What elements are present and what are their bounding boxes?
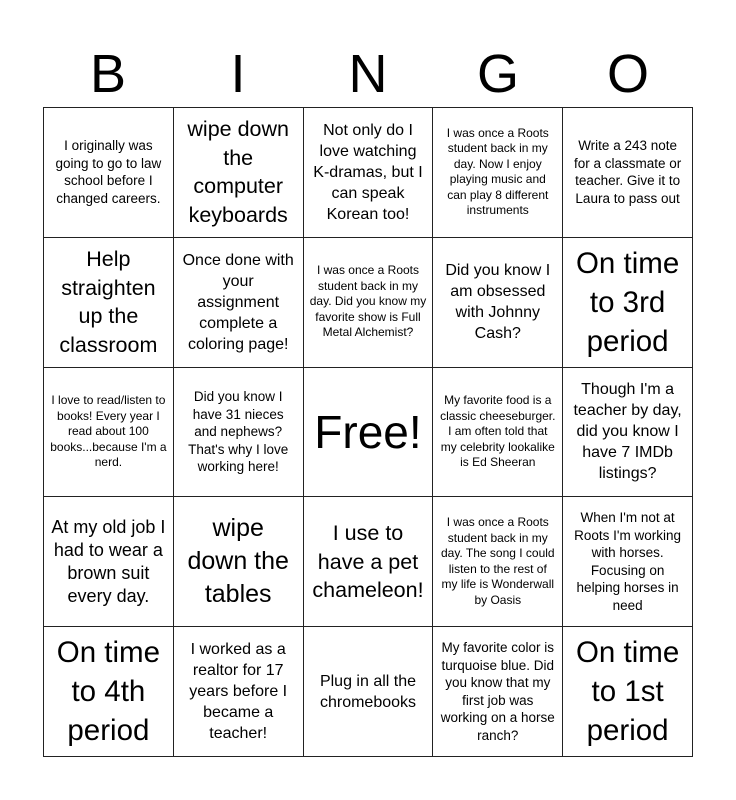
bingo-cell-r3-c4[interactable]: My favorite food is a classic cheeseburger. I am often told that my celebrity lookalike is Ed Sheeran	[433, 368, 563, 498]
bingo-cell-r4-c4[interactable]: I was once a Roots student back in my day. The song I could listen to the rest of my life is Wonderwall by Oasis	[433, 497, 563, 627]
bingo-cell-r2-c4[interactable]: Did you know I am obsessed with Johnny Cash?	[433, 238, 563, 368]
bingo-cell-r5-c1[interactable]: On time to 4th period	[44, 627, 174, 757]
bingo-cell-r3-c2[interactable]: Did you know I have 31 nieces and nephews? That's why I love working here!	[174, 368, 304, 498]
bingo-cell-r2-c3[interactable]: I was once a Roots student back in my day. Did you know my favorite show is Full Metal Alchemist?	[304, 238, 434, 368]
header-letter-o: O	[606, 44, 649, 104]
bingo-cell-r1-c2[interactable]: wipe down the computer keyboards	[174, 108, 304, 238]
bingo-header	[43, 40, 693, 108]
bingo-cell-r1-c1[interactable]: I originally was going to go to law school before I changed careers.	[44, 108, 174, 238]
bingo-cell-r5-c3[interactable]: Plug in all the chromebooks	[304, 627, 434, 757]
bingo-cell-r2-c2[interactable]: Once done with your assignment complete a coloring page!	[174, 238, 304, 368]
bingo-cell-r1-c3[interactable]: Not only do I love watching K-dramas, but I can speak Korean too!	[304, 108, 434, 238]
header-letter-b: B	[89, 44, 127, 104]
bingo-cell-r3-c1[interactable]: I love to read/listen to books! Every year I read about 100 books...because I'm a nerd.	[44, 368, 174, 498]
bingo-cell-r1-c5[interactable]: Write a 243 note for a classmate or teacher. Give it to Laura to pass out	[563, 108, 693, 238]
header-letter-i: I	[230, 44, 246, 104]
bingo-grid	[43, 107, 693, 757]
header-letter-g: G	[476, 44, 519, 104]
bingo-cell-free[interactable]: Free!	[304, 368, 434, 498]
bingo-cell-r5-c5[interactable]: On time to 1st period	[563, 627, 693, 757]
bingo-cell-r2-c5[interactable]: On time to 3rd period	[563, 238, 693, 368]
bingo-cell-r4-c5[interactable]: When I'm not at Roots I'm working with horses. Focusing on helping horses in need	[563, 497, 693, 627]
bingo-cell-r3-c5[interactable]: Though I'm a teacher by day, did you know I have 7 IMDb listings?	[563, 368, 693, 498]
bingo-cell-r4-c1[interactable]: At my old job I had to wear a brown suit every day.	[44, 497, 174, 627]
bingo-cell-r1-c4[interactable]: I was once a Roots student back in my day. Now I enjoy playing music and can play 8 different instruments	[433, 108, 563, 238]
bingo-cell-r4-c3[interactable]: I use to have a pet chameleon!	[304, 497, 434, 627]
bingo-cell-r5-c2[interactable]: I worked as a realtor for 17 years before I became a teacher!	[174, 627, 304, 757]
header-letter-n: N	[348, 44, 388, 104]
bingo-cell-r4-c2[interactable]: wipe down the tables	[174, 497, 304, 627]
bingo-cell-r2-c1[interactable]: Help straighten up the classroom	[44, 238, 174, 368]
bingo-cell-r5-c4[interactable]: My favorite color is turquoise blue. Did you know that my first job was working on a horse ranch?	[433, 627, 563, 757]
